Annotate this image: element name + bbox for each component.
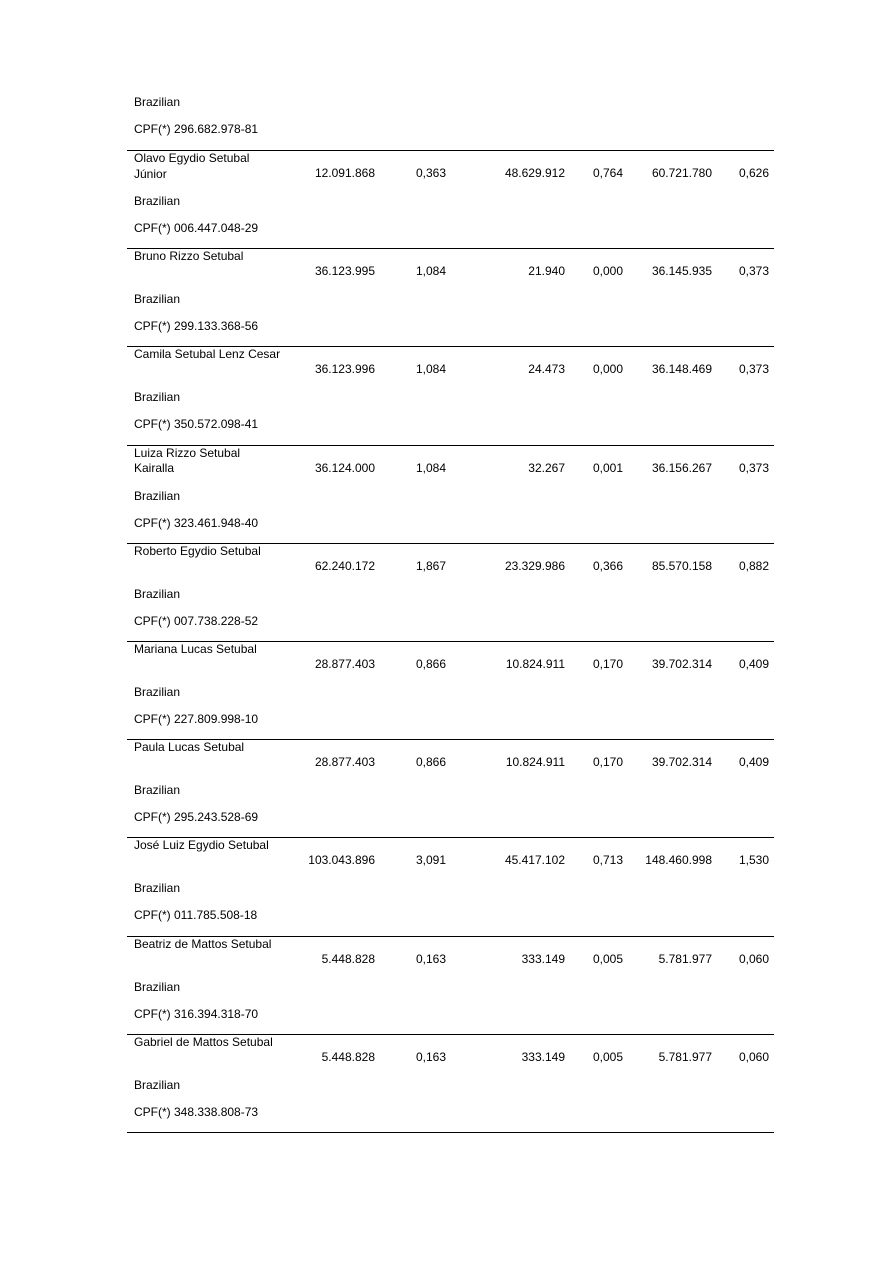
- value-pct-a: 0,866: [415, 657, 446, 671]
- nationality-text: Brazilian: [134, 194, 181, 208]
- value-shares-a: 12.091.868: [314, 166, 375, 180]
- shareholder-name: Júnior: [134, 166, 167, 181]
- value-pct-b: 0,000: [592, 264, 623, 279]
- value-pct-total: 0,409: [738, 657, 769, 671]
- value-shares-total: 36.145.935: [651, 264, 712, 279]
- value-pct-a: 1,084: [415, 362, 446, 377]
- value-pct-b: 0,005: [592, 951, 623, 966]
- cpf-text: CPF(*) 007.738.228-52: [134, 613, 259, 628]
- value-shares-b: 24.473: [528, 362, 565, 377]
- value-pct-b: 0,366: [592, 558, 623, 573]
- cpf-text: CPF(*) 348.338.808-73: [134, 1104, 259, 1119]
- cpf-text: CPF(*) 350.572.098-41: [134, 417, 259, 432]
- value-pct-b: 0,000: [592, 362, 623, 377]
- value-shares-a: 28.877.403: [314, 657, 375, 671]
- nationality-text: Brazilian: [134, 292, 181, 307]
- value-pct-b: 0,170: [592, 657, 623, 671]
- value-pct-a: 0,163: [415, 1049, 446, 1064]
- value-pct-a: 1,084: [415, 460, 446, 475]
- value-pct-a: 0,363: [415, 166, 446, 180]
- shareholder-name: Paula Lucas Setubal: [134, 740, 245, 755]
- shareholder-name: Luiza Rizzo Setubal: [134, 445, 241, 460]
- value-shares-a: 5.448.828: [321, 1049, 375, 1064]
- value-pct-total: 0,409: [738, 755, 769, 770]
- value-shares-total: 36.156.267: [651, 460, 712, 475]
- cpf-text: CPF(*) 296.682.978-81: [134, 122, 259, 136]
- value-shares-a: 36.123.995: [314, 264, 375, 279]
- cpf-text: CPF(*) 299.133.368-56: [134, 319, 259, 334]
- value-pct-total: 0,373: [738, 460, 769, 475]
- nationality-text: Brazilian: [134, 586, 181, 601]
- nationality-text: Brazilian: [134, 685, 181, 699]
- value-shares-a: 62.240.172: [314, 558, 375, 573]
- value-shares-total: 5.781.977: [658, 1049, 712, 1064]
- cpf-text: CPF(*) 295.243.528-69: [134, 810, 259, 825]
- value-shares-total: 39.702.314: [651, 755, 712, 770]
- cpf-text: CPF(*) 011.785.508-18: [134, 908, 258, 923]
- shareholder-name: Mariana Lucas Setubal: [134, 642, 257, 656]
- value-shares-b: 48.629.912: [504, 166, 565, 180]
- value-shares-b: 10.824.911: [505, 657, 565, 671]
- cpf-text: CPF(*) 323.461.948-40: [134, 515, 259, 530]
- value-shares-b: 32.267: [528, 460, 565, 475]
- nationality-text: Brazilian: [134, 1077, 181, 1092]
- value-pct-b: 0,005: [592, 1049, 623, 1064]
- value-shares-b: 333.149: [521, 951, 565, 966]
- value-shares-total: 5.781.977: [658, 951, 712, 966]
- value-pct-b: 0,713: [592, 853, 623, 868]
- value-shares-total: 85.570.158: [651, 558, 712, 573]
- shareholder-name: Camila Setubal Lenz Cesar: [134, 347, 281, 362]
- nationality-text: Brazilian: [134, 95, 181, 109]
- shareholder-name: Kairalla: [134, 461, 175, 476]
- cpf-text: CPF(*) 227.809.998-10: [134, 712, 259, 726]
- shareholder-name: Bruno Rizzo Setubal: [134, 249, 244, 264]
- value-pct-total: 0,060: [738, 1049, 769, 1064]
- value-pct-total: 0,373: [738, 362, 769, 377]
- value-pct-total: 0,373: [738, 264, 769, 279]
- value-pct-a: 3,091: [415, 853, 446, 868]
- shareholder-name: Roberto Egydio Setubal: [134, 543, 261, 558]
- value-pct-total: 1,530: [738, 853, 769, 868]
- cpf-text: CPF(*) 006.447.048-29: [134, 221, 259, 235]
- nationality-text: Brazilian: [134, 783, 181, 798]
- shareholder-name: José Luiz Egydio Setubal: [134, 838, 269, 853]
- value-pct-total: 0,060: [738, 951, 769, 966]
- value-pct-a: 1,084: [415, 264, 446, 279]
- value-pct-a: 1,867: [415, 558, 446, 573]
- nationality-text: Brazilian: [134, 881, 181, 896]
- cpf-text: CPF(*) 316.394.318-70: [134, 1006, 259, 1021]
- table-bottom-rule: [127, 1132, 774, 1133]
- value-pct-total: 0,882: [738, 558, 769, 573]
- value-shares-b: 45.417.102: [504, 853, 565, 868]
- nationality-text: Brazilian: [134, 979, 181, 994]
- value-shares-a: 5.448.828: [321, 951, 375, 966]
- value-pct-b: 0,170: [592, 755, 623, 770]
- value-shares-total: 36.148.469: [651, 362, 712, 377]
- value-pct-a: 0,163: [415, 951, 446, 966]
- value-shares-b: 333.149: [521, 1049, 565, 1064]
- value-shares-total: 39.702.314: [651, 657, 712, 671]
- value-pct-a: 0,866: [415, 755, 446, 770]
- nationality-text: Brazilian: [134, 390, 181, 405]
- value-pct-b: 0,764: [592, 166, 623, 180]
- shareholder-name: Olavo Egydio Setubal: [134, 151, 250, 165]
- value-shares-a: 36.124.000: [314, 460, 375, 475]
- shareholder-name: Beatriz de Mattos Setubal: [134, 936, 272, 951]
- shareholder-name: Gabriel de Mattos Setubal: [134, 1034, 273, 1049]
- value-shares-total: 148.460.998: [645, 853, 712, 868]
- value-pct-total: 0,626: [738, 166, 769, 180]
- value-shares-b: 21.940: [528, 264, 565, 279]
- value-shares-a: 36.123.996: [314, 362, 375, 377]
- value-shares-b: 23.329.986: [504, 558, 565, 573]
- value-shares-a: 103.043.896: [308, 853, 375, 868]
- value-shares-b: 10.824.911: [505, 755, 565, 770]
- value-pct-b: 0,001: [592, 460, 623, 475]
- value-shares-a: 28.877.403: [314, 755, 375, 770]
- nationality-text: Brazilian: [134, 488, 181, 503]
- value-shares-total: 60.721.780: [651, 166, 712, 180]
